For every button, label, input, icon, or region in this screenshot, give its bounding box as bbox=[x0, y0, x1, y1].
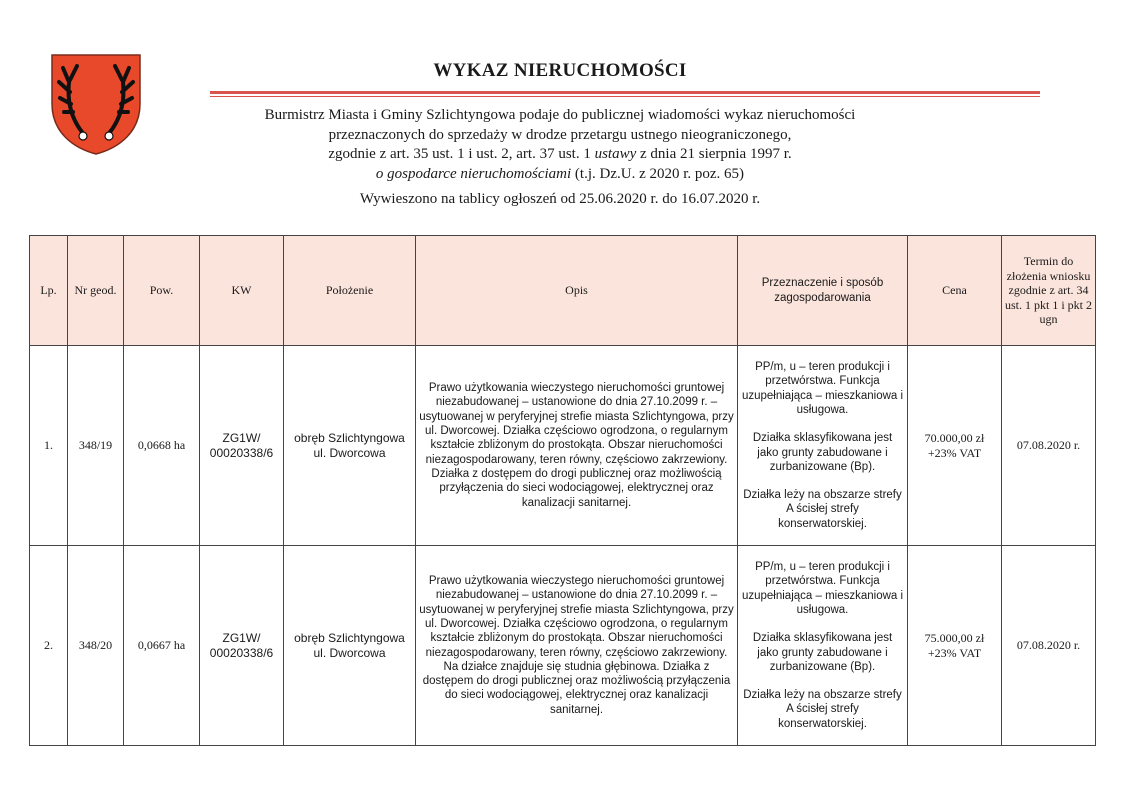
intro-line: zgodnie z art. 35 ust. 1 i ust. 2, art. 37 ust. 1 ustawy z dnia 21 sierpnia 1997 r. bbox=[328, 146, 792, 162]
title-rule-thin bbox=[210, 96, 1040, 97]
cell-lp: 2. bbox=[30, 546, 68, 746]
cell-pow: 0,0667 ha bbox=[124, 546, 200, 746]
header-description: Opis bbox=[416, 236, 738, 346]
cell-deadline: 07.08.2020 r. bbox=[1002, 346, 1096, 546]
cell-nr: 348/19 bbox=[68, 346, 124, 546]
table-row bbox=[30, 346, 1096, 546]
coat-of-arms-icon bbox=[49, 52, 143, 156]
table-header-row bbox=[30, 236, 1096, 346]
purpose-conservation: Działka leży na obszarze strefy A ścisłej strefy konserwatorskiej. bbox=[743, 689, 902, 730]
intro-line: przeznaczonych do sprzedaży w drodze przetargu ustnego nieograniczonego, bbox=[328, 126, 792, 143]
header-pow: Pow. bbox=[124, 236, 200, 346]
cell-price: 75.000,00 zł +23% VAT bbox=[908, 546, 1002, 746]
intro-line: Burmistrz Miasta i Gminy Szlichtyngowa podaje do publicznej wiadomości wykaz nieruchomości bbox=[264, 107, 856, 123]
cell-price: 70.000,00 zł +23% VAT bbox=[908, 346, 1002, 546]
page-title: WYKAZ NIERUCHOMOŚCI bbox=[433, 60, 687, 81]
table-row bbox=[30, 546, 1096, 746]
header-kw: KW bbox=[200, 236, 284, 346]
cell-location: obręb Szlichtyngowa ul. Dworcowa bbox=[284, 346, 416, 546]
cell-description: Prawo użytkowania wieczystego nieruchomości gruntowej niezabudowanej – ustanowione do dnia 27.10.2099 r. – usytuowanej w peryferyjnej strefie miasta Szlichtyngowa, przy ul. Dworcowej. Działka częściowo ogrodzona, o regularnym kształcie zbliżonym do prostokąta. Obszar nieruchomości niezagospodarowany, teren równy, częściowo zakrzewiony. Na działce znajduje się studnia głębinowa. Działka z dostępem do drogi publicznej oraz możliwością przyłączenia do sieci wodociągowej, elektrycznej oraz kanalizacji sanitarnej. bbox=[416, 546, 738, 746]
property-table bbox=[29, 235, 1096, 746]
cell-purpose bbox=[738, 546, 908, 746]
title-rule bbox=[210, 91, 1040, 94]
header-nr: Nr geod. bbox=[68, 236, 124, 346]
header-purpose: Przeznaczenie i sposób zagospodarowania bbox=[738, 236, 908, 346]
cell-kw: ZG1W/ 00020338/6 bbox=[200, 346, 284, 546]
header-deadline: Termin do złożenia wniosku zgodnie z art. 34 ust. 1 pkt 1 i pkt 2 ugn bbox=[1002, 236, 1096, 346]
purpose-conservation: Działka leży na obszarze strefy A ścisłej strefy konserwatorskiej. bbox=[743, 489, 902, 530]
cell-deadline: 07.08.2020 r. bbox=[1002, 546, 1096, 746]
cell-description: Prawo użytkowania wieczystego nieruchomości gruntowej niezabudowanej – ustanowione do dnia 27.10.2099 r. – usytuowanej w peryferyjnej strefie miasta Szlichtyngowa, przy ul. Dworcowej. Działka częściowo ogrodzona, o regularnym kształcie zbliżonym do prostokąta. Obszar nieruchomości niezagospodarowany, teren równy, częściowo zakrzewiony. Działka z dostępem do drogi publicznej oraz możliwością przyłączenia do sieci wodociągowej, elektrycznej oraz kanalizacji sanitarnej. bbox=[416, 346, 738, 546]
header-location: Położenie bbox=[284, 236, 416, 346]
cell-location: obręb Szlichtyngowa ul. Dworcowa bbox=[284, 546, 416, 746]
purpose-zoning: PP/m, u – teren produkcji i przetwórstwa. Funkcja uzupełniająca – mieszkaniowa i usługowa. bbox=[741, 361, 904, 416]
cell-purpose bbox=[738, 346, 908, 546]
intro-line: o gospodarce nieruchomościami (t.j. Dz.U. z 2020 r. poz. 65) bbox=[375, 165, 745, 182]
purpose-classification: Działka sklasyfikowana jest jako grunty zabudowane i zurbanizowane (Bp). bbox=[752, 632, 893, 673]
purpose-classification: Działka sklasyfikowana jest jako grunty zabudowane i zurbanizowane (Bp). bbox=[752, 432, 893, 473]
header-lp: Lp. bbox=[30, 236, 68, 346]
purpose-zoning: PP/m, u – teren produkcji i przetwórstwa. Funkcja uzupełniająca – mieszkaniowa i usługowa. bbox=[741, 561, 904, 616]
posting-period: Wywieszono na tablicy ogłoszeń od 25.06.2020 r. do 16.07.2020 r. bbox=[359, 191, 761, 207]
intro-text bbox=[180, 106, 940, 184]
cell-nr: 348/20 bbox=[68, 546, 124, 746]
cell-kw: ZG1W/ 00020338/6 bbox=[200, 546, 284, 746]
cell-pow: 0,0668 ha bbox=[124, 346, 200, 546]
header-price: Cena bbox=[908, 236, 1002, 346]
cell-lp: 1. bbox=[30, 346, 68, 546]
